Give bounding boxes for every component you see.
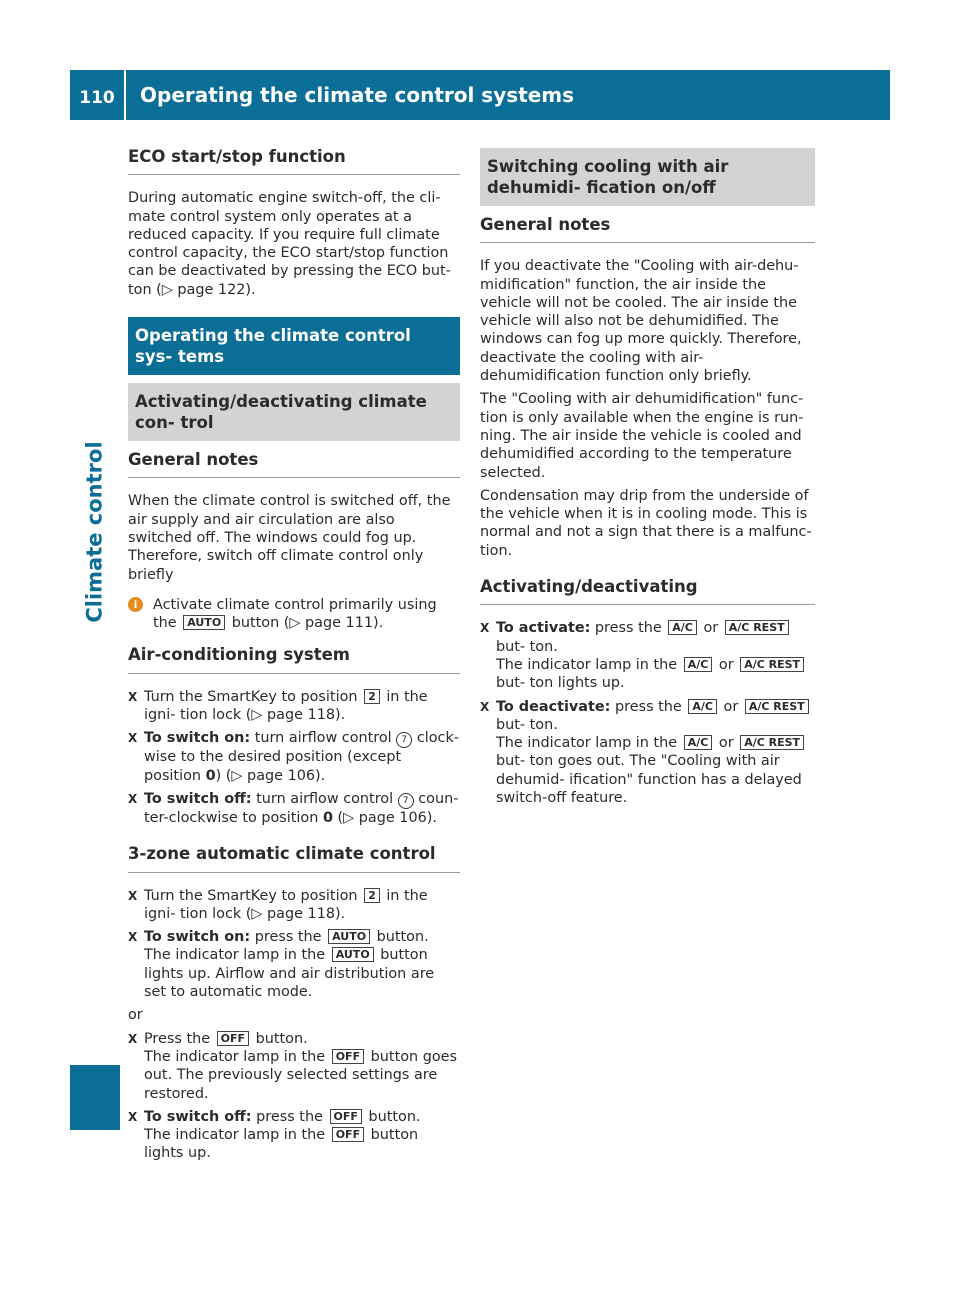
arrow-icon: X [128,1031,138,1046]
arrow-icon: X [480,699,490,714]
ac-rest-key-icon: A/C REST [740,657,804,672]
ac-key-icon: A/C [684,657,713,672]
arrow-icon: X [128,1109,138,1124]
info-icon: i [128,597,143,612]
eco-heading: ECO start/stop function [128,148,460,175]
arrow-icon: X [480,621,490,636]
arrow-icon: X [128,731,138,746]
ac-system-heading: Air-conditioning system [128,646,460,673]
off-key-icon: OFF [330,1109,362,1124]
ac-step-3: X To switch off: turn airflow control 7 coun- ter-clockwise to position 0 (▷ page 106). [128,790,459,826]
ac-rest-key-icon: A/C REST [745,699,809,714]
cooling-step-activate: X To activate: press the A/C or A/C REST but- ton. The indicator lamp in the A/C or A/C REST but- ton lights up. [480,619,815,692]
activating-heading: Activating/deactivating [480,578,815,605]
ac-key-icon: A/C [684,735,713,750]
page-header [70,70,890,120]
zone-step-3: X Press the OFF button. The indicator lamp in the OFF button goes out. The previously selected settings are restored. [128,1030,458,1102]
chapter-title: Operating the climate control systems [140,83,575,107]
off-key-icon: OFF [332,1127,364,1142]
ac-step-1: X Turn the SmartKey to position 2 in the igni- tion lock (▷ page 118). [128,688,428,724]
general-notes-heading-right: General notes [480,216,815,243]
off-key-icon: OFF [217,1031,249,1046]
position-key-icon: 2 [364,689,380,704]
zone-step-4: X To switch off: press the OFF button. The indicator lamp in the OFF button lights up. [128,1108,421,1162]
general-notes-paragraph: When the climate control is switched off, the air supply and air circulation are also switched off. The windows could fog up. Therefore, switch off climate control only briefly [128,493,451,583]
ac-key-icon: A/C [688,699,717,714]
arrow-icon: X [128,888,138,903]
three-zone-heading: 3-zone automatic climate control [128,845,460,872]
or-text: or [128,1007,143,1024]
cooling-paragraph-3: Condensation may drip from the underside of the vehicle when it is in cooling mode. This is normal and not a sign that there is a malfunc- tion. [480,487,812,559]
left-column [128,148,460,1168]
zone-step-1: X Turn the SmartKey to position 2 in the igni- tion lock (▷ page 118). [128,887,428,922]
cooling-paragraph-1: If you deactivate the "Cooling with air-dehu- midification" function, the air inside the vehicle will not be cooled. The air inside the vehicle will also not be dehumidified. The windows can fog up more quickly. Therefore, deactivate the cooling with air-dehumidification function only briefly. [480,258,802,385]
sidebar-label-text: Climate control [83,441,107,623]
arrow-icon: X [128,930,138,945]
auto-key-icon: AUTO [332,947,374,962]
ac-step-2: X To switch on: turn airflow control 7 clock- wise to the desired position (except position 0) (▷ page 106). [128,730,459,784]
ac-rest-key-icon: A/C REST [725,620,789,635]
off-key-icon: OFF [332,1049,364,1064]
auto-key-icon: AUTO [183,615,225,630]
section-banner-operating: Operating the climate control sys- tems [128,317,460,375]
section-banner-cooling: Switching cooling with air dehumidi- fication on/off [480,148,815,206]
info-note: i Activate climate control primarily using the AUTO button (▷ page 111). [128,596,460,633]
auto-key-icon: AUTO [328,929,370,944]
cooling-paragraph-2: The "Cooling with air dehumidification" func- tion is only available when the engine is run- ning. The air inside the vehicle is cooled and dehumidified according to the temperature selected. [480,391,804,481]
page-number: 110 [70,70,126,120]
cooling-step-deactivate: X To deactivate: press the A/C or A/C REST but- ton. The indicator lamp in the A/C or A/C REST but- ton goes out. The "Cooling with air dehumid- ification" function has a delayed switch-off feature. [480,698,815,808]
sidebar-tab-marker [70,1065,120,1130]
arrow-icon: X [128,791,138,806]
right-column [480,148,815,812]
arrow-icon: X [128,689,138,704]
airflow-control-icon: 7 [396,732,412,748]
airflow-control-icon: 7 [398,793,414,809]
eco-paragraph: During automatic engine switch-off, the cli- mate control system only operates at a reduced capacity. If you require full climate control capacity, the ECO start/stop function can be deactivated by pressing the ECO but- ton (▷ page 122). [128,190,451,298]
zone-step-2: X To switch on: press the AUTO button. The indicator lamp in the AUTO button lights up. Airflow and air distribution are set to automatic mode. [128,929,435,1001]
ac-rest-key-icon: A/C REST [740,735,804,750]
position-key-icon: 2 [364,888,380,903]
sidebar-section-label [78,442,112,622]
ac-key-icon: A/C [668,620,697,635]
general-notes-heading: General notes [128,451,460,478]
section-banner-activating: Activating/deactivating climate con- trol [128,383,460,441]
